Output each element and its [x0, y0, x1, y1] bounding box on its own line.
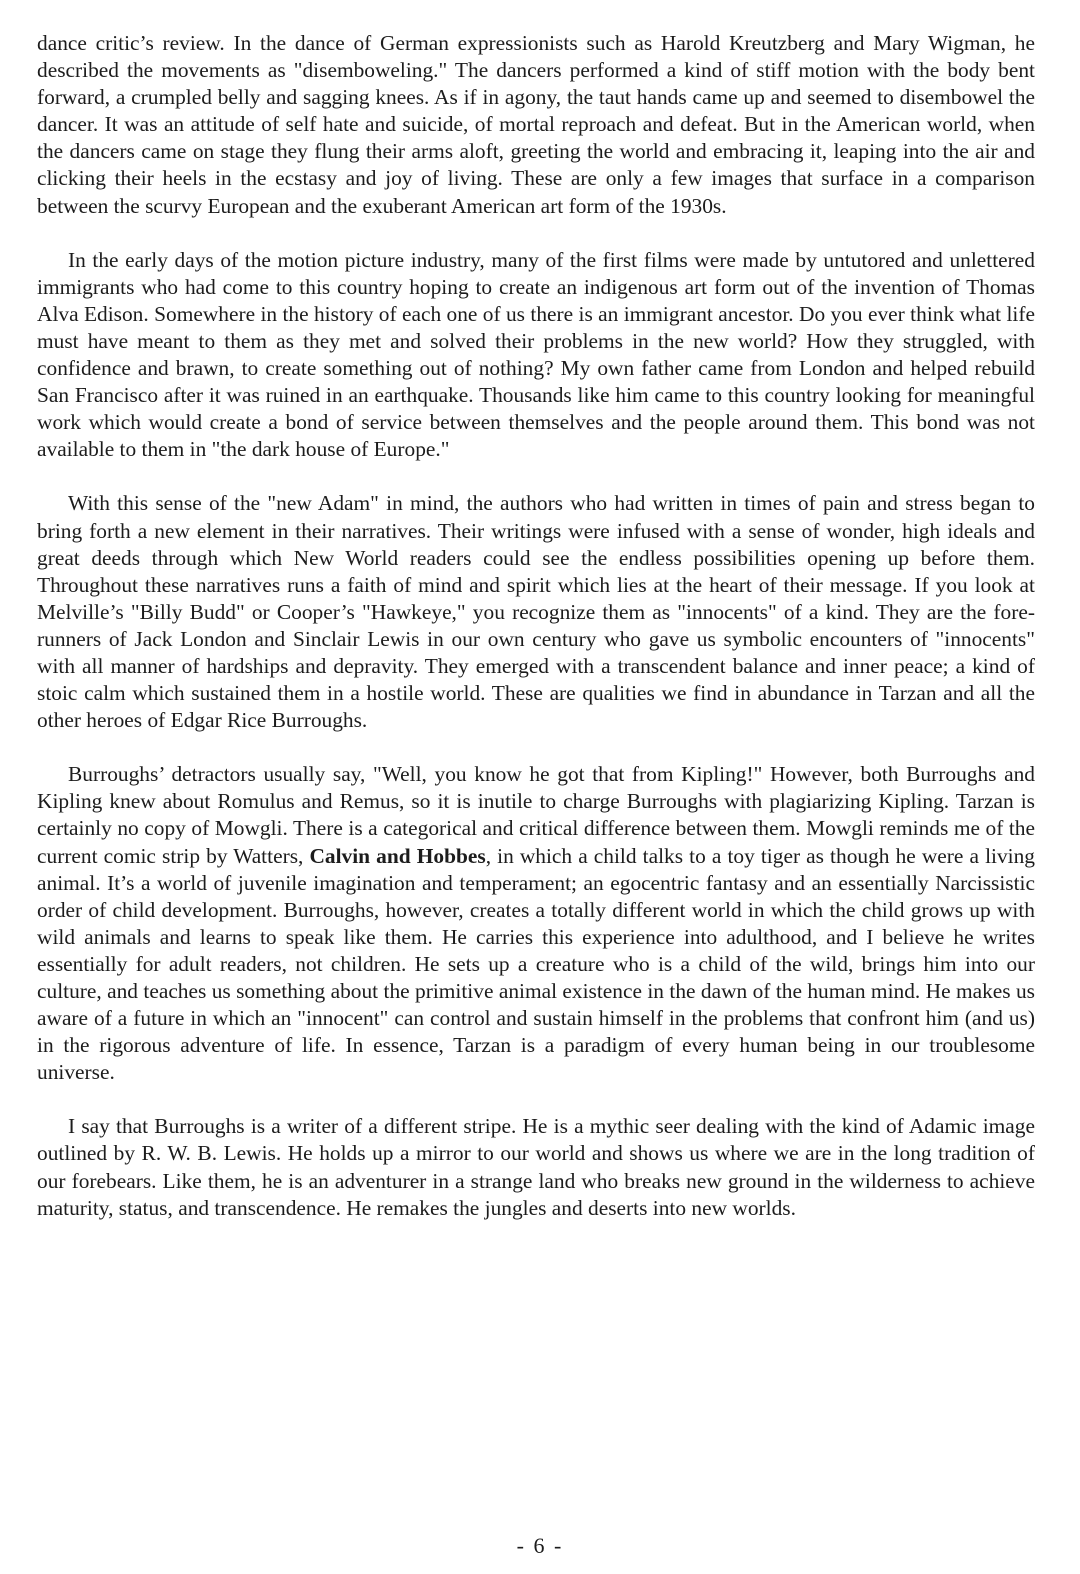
paragraph-text: With this sense of the "new Adam" in mind, the authors who had written in times of pain and stress began to bring forth a new element in their narratives. Their writings were infused with a sense of wonder, high ideals and great deeds through which New World readers could see the endless possibilities opening up before them. Throughout these narratives runs a faith of mind and spirit which lies at the heart of their message. If you look at Melville’s "Billy Budd" or Cooper’s "Hawkeye," you recognize them as "innocents" of a kind. They are the forerunners of Jack London and Sinclair Lewis in our own century who gave us symbolic encounters of "innocents" with all manner of hardships and depravity. They emerged with a transcendent balance and inner peace; a kind of stoic calm which sustained them in a hostile world. These are qualities we find in abundance in Tarzan and all the other heroes of Edgar Rice Burroughs. [37, 491, 1035, 733]
paragraph [37, 490, 1035, 734]
paragraph-text: I say that Burroughs is a writer of a different stripe. He is a mythic seer dealing with the kind of Adamic image outlined by R. W. B. Lewis. He holds up a mirror to our world and shows us where we are in the long tradition of our forebears. Like them, he is an adventurer in a strange land who breaks new ground in the wilderness to achieve maturity, status, and transcendence. He remakes the jungles and deserts into new worlds. [37, 1114, 1035, 1220]
bold-title-text: Calvin and Hobbes [309, 843, 486, 868]
paragraph-text: In the early days of the motion picture industry, many of the first films were made by untutored and unlettered immigrants who had come to this country hoping to create an indigenous art form out of the invention of Thomas Alva Edison. Somewhere in the history of each one of us there is an immigrant ancestor. Do you ever think what life must have meant to them as they met and solved their problems in the new world? How they struggled, with confidence and brawn, to create something out of nothing? My own father came from London and helped rebuild San Francisco after it was ruined in an earthquake. Thousands like him came to this country looking for meaningful work which would create a bond of service between themselves and the people around them. This bond was not available to them in "the dark house of Europe." [37, 247, 1035, 462]
paragraph [37, 247, 1035, 464]
page-number: - 6 - [516, 1533, 564, 1558]
paragraph [37, 1113, 1035, 1221]
paragraph-text: dance critic’s review. In the dance of German expressionists such as Harold Kreutzberg and Mary Wigman, he described the movements as "disemboweling." The dancers performed a kind of stiff motion with the body bent forward, a crumpled belly and sagging knees. As if in agony, the taut hands came up and seemed to disembowel the dancer. It was an attitude of self hate and suicide, of mortal reproach and defeat. But in the American world, when the dancers came on stage they flung their arms aloft, greeting the world and embracing it, leaping into the air and clicking their heels in the ecstasy and joy of living. These are only a few images that surface in a comparison between the scurvy European and the exuberant American art form of the 1930s. [37, 31, 1035, 218]
paragraph [37, 761, 1035, 1086]
paragraph-text: , in which a child talks to a toy tiger as though he were a living animal. It’s a world of juvenile imagination and temperament; an egocentric fantasy and an essentially Narcissistic order of child development. Burroughs, however, creates a totally different world in which the child grows up with wild animals and learns to speak like them. He carries this experience into adulthood, and I believe he writes essentially for adult readers, not children. He sets up a creature who is a child of the wild, brings him into our culture, and teaches us something about the primitive animal existence in the dawn of the human mind. He makes us aware of a future in which an "innocent" can control and sustain himself in the problems that confront him (and us) in the rigorous adventure of life. In essence, Tarzan is a paradigm of every human being in our troublesome universe. [37, 843, 1035, 1085]
paragraph-text: Burroughs’ detractors usually say, "Well, you know he got that from Kipling!" However, both Burroughs and Kipling knew about Romulus and Remus, so it is inutile to charge Burroughs with plagiarizing Kipling. Tarzan is certainly no copy of Mowgli. There is a categorical and critical difference between them. Mowgli reminds me of the current comic strip by Watters, [37, 762, 1035, 868]
body-text [37, 30, 1035, 1222]
document-page [37, 30, 1035, 1222]
paragraph [37, 30, 1035, 220]
